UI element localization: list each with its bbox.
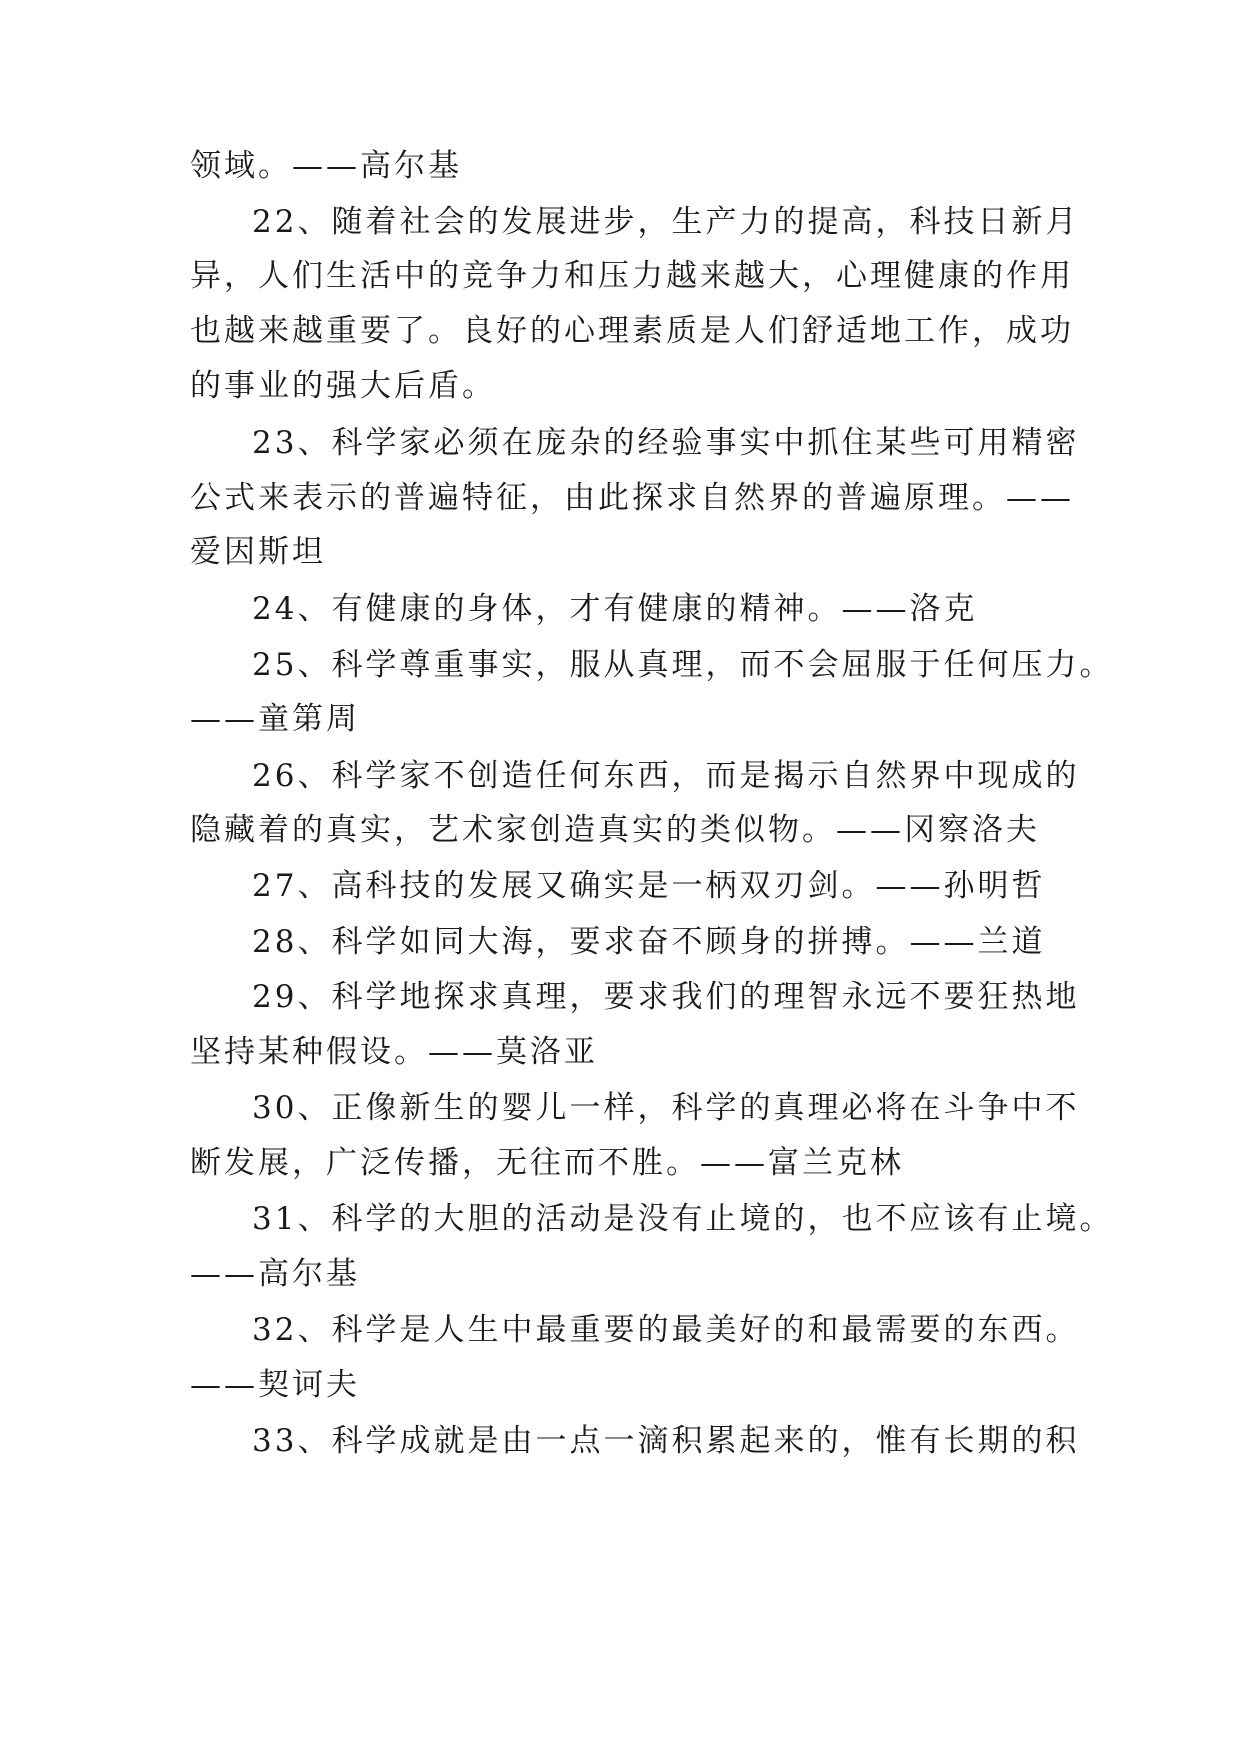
quote-22-line-4: 的事业的强大后盾。	[190, 368, 496, 404]
quote-23-line-2: 公式来表示的普遍特征，由此探求自然界的普遍原理。——	[190, 480, 1074, 516]
quote-30-line-1: 30、正像新生的婴儿一样，科学的真理必将在斗争中不	[252, 1090, 1080, 1126]
quote-31-line-1: 31、科学的大胆的活动是没有止境的，也不应该有止境。	[252, 1201, 1114, 1237]
text-line-1: 领域。——高尔基	[190, 148, 462, 184]
quote-26-line-1: 26、科学家不创造任何东西，而是揭示自然界中现成的	[252, 758, 1080, 794]
quote-26-line-2: 隐藏着的真实，艺术家创造真实的类似物。——冈察洛夫	[190, 812, 1040, 848]
quote-32-line-2: ——契诃夫	[190, 1367, 360, 1403]
quote-32-line-1: 32、科学是人生中最重要的最美好的和最需要的东西。	[252, 1312, 1080, 1348]
quote-29-line-1: 29、科学地探求真理，要求我们的理智永远不要狂热地	[252, 979, 1080, 1015]
quote-28-line-1: 28、科学如同大海，要求奋不顾身的拼搏。——兰道	[252, 924, 1046, 960]
quote-23-line-1: 23、科学家必须在庞杂的经验事实中抓住某些可用精密	[252, 425, 1080, 461]
quote-27-line-1: 27、高科技的发展又确实是一柄双刃剑。——孙明哲	[252, 868, 1046, 904]
quote-23-line-3: 爱因斯坦	[190, 534, 326, 570]
quote-31-line-2: ——高尔基	[190, 1256, 360, 1292]
quote-22-line-2: 异，人们生活中的竞争力和压力越来越大，心理健康的作用	[190, 258, 1074, 294]
quote-22-line-1: 22、随着社会的发展进步，生产力的提高，科技日新月	[252, 204, 1080, 240]
quote-24-line-1: 24、有健康的身体，才有健康的精神。——洛克	[252, 591, 978, 627]
quote-25-line-1: 25、科学尊重事实，服从真理，而不会屈服于任何压力。	[252, 647, 1114, 683]
quote-33-line-1: 33、科学成就是由一点一滴积累起来的，惟有长期的积	[252, 1423, 1080, 1459]
quote-30-line-2: 断发展，广泛传播，无往而不胜。——富兰克林	[190, 1145, 904, 1181]
quote-25-line-2: ——童第周	[190, 701, 360, 737]
quote-29-line-2: 坚持某种假设。——莫洛亚	[190, 1034, 598, 1070]
quote-22-line-3: 也越来越重要了。良好的心理素质是人们舒适地工作，成功	[190, 313, 1074, 349]
